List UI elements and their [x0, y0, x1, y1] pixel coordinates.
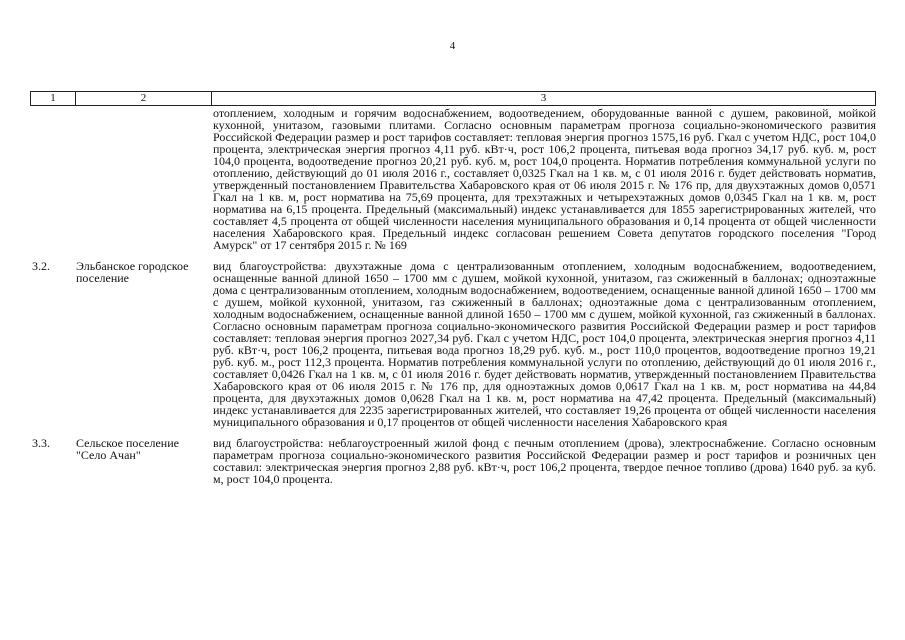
row-description: вид благоустройства: двухэтажные дома с централизованным отоплением, холодным водоснабжением, водоотведением, оснащенные ванной длиной 1650 – 1700 мм с душем, мойкой кухонной, унитазом, газ сжиженный в баллонах; одноэтажные дома с централизованным отоплением, холодным водоснабжением, водоотведением, оснащенные ванной длиной 1650 – 1700 мм с душем, мойкой кухонной, унитазом, газ сжиженный в баллонах; одноэтажные дома с централизованным отоплением, холодным водоснабжением, оснащенные ванной длиной 1650 – 1700 мм с душем, мойкой кухонной, газ сжиженный в баллонах. Согласно основным параметрам прогноза социально-экономического развития Российской Федерации размер и рост тарифов составляет: тепловая энергия прогноз 2027,34 руб. Гкал с учетом НДС, рост 104,0 процента, электрическая энергия прогноз 4,11 руб. кВт·ч, рост 106,2 процента, питьевая вода прогноз 18,29 руб. куб. м., рост 110,0 процентов, водоотведение прогноз 19,21 руб. куб. м., рост 112,3 процента. Норматив потребления коммунальной услуги по отоплению, действующий до 01 июля 2016 г., составляет 0,0426 Гкал на 1 кв. м, с 01 июля 2016 г. будет действовать норматив, утвержденный постановлением Правительства Хабаровского края от 06 июля 2015 г. № 176 пр, для одноэтажных домов 0,0617 Гкал на 1 кв. м, рост норматива на 44,84 процента, для двухэтажных домов 0,0628 Гкал на 1 кв. м, рост норматива на 47,42 процента. Предельный (максимальный) индекс устанавливается для 2235 зарегистрированных жителей, что составляет 19,26 процента от общей численности населения муниципального образования и 0,17 процентов от общей численности населения Хабаровского края — [213, 259, 876, 429]
column-header-2: 2 — [76, 92, 212, 106]
table-row — [30, 260, 876, 428]
settlement-name: Эльбанское городское поселение — [76, 259, 189, 285]
table-row — [30, 437, 876, 485]
column-header-1: 1 — [31, 92, 76, 106]
table-row — [30, 107, 876, 251]
row-number: 3.3. — [32, 436, 50, 450]
page-number: 4 — [449, 40, 456, 52]
row-description: вид благоустройства: неблагоустроенный жилой фонд с печным отоплением (дрова), электроснабжение. Согласно основным параметрам прогноза социально-экономического развития Российской Федерации размер и рост тарифов и розничных цен составил: электрическая энергия прогноз 2,88 руб. кВт·ч, рост 106,2 процента, твердое печное топливо (дрова) 1640 руб. за куб. м, рост 104,0 процента. — [213, 436, 876, 486]
row-number — [30, 107, 76, 251]
row-description: отоплением, холодным и горячим водоснабжением, водоотведением, оборудованные ванной с душем, раковиной, мойкой кухонной, унитазом, газовыми плитами. Согласно основным параметрам прогноза социально-экономического развития Российской Федерации размер и рост тарифов составляет: тепловая энергия прогноз 1575,16 руб. Гкал с учетом НДС, рост 104,0 процента, электрическая энергия прогноз 4,11 руб. кВт·ч, рост 106,2 процента, питьевая вода прогноз 34,17 руб. куб. м, рост 104,0 процента, водоотведение прогноз 20,21 руб. куб. м, рост 104,0 процента. Норматив потребления коммунальной услуги по отоплению, действующий до 01 июля 2016 г., составляет 0,0325 Гкал на 1 кв. м, с 01 июля 2016 г. будет действовать норматив, утвержденный постановлением Правительства Хабаровского края от 06 июля 2015 г. № 176 пр, для двухэтажных домов 0,0571 Гкал на 1 кв. м, рост норматива на 75,69 процента, для трехэтажных и четырехэтажных домов 0,0345 Гкал на 1 кв. м, рост норматива на 6,15 процента. Предельный (максимальный) индекс устанавливается для 1855 зарегистрированных жителей, что составляет 4,5 процента от общей численности населения муниципального образования и 0,14 процента от общей численности населения Хабаровского края. Предельный индекс согласован решением Совета депутатов городского поселения "Город Амурск" от 17 сентября 2015 г. № 169 — [213, 106, 876, 252]
row-number: 3.2. — [32, 259, 50, 273]
document-body — [30, 107, 876, 494]
column-header-row — [31, 92, 876, 106]
column-header-table — [30, 91, 876, 106]
settlement-name: Сельское поселение "Село Ачан" — [76, 436, 179, 462]
settlement-name — [76, 107, 211, 251]
column-header-3: 3 — [212, 92, 876, 106]
